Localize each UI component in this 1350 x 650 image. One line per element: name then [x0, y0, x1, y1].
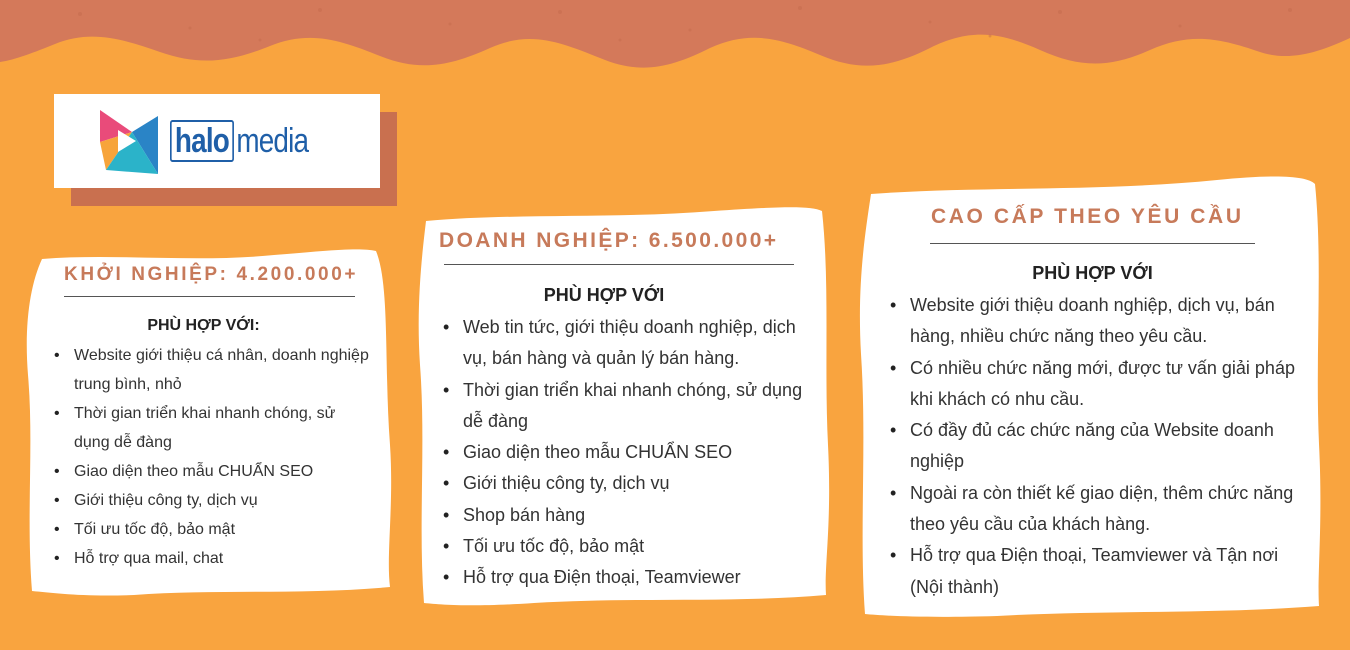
- feature-item: • Thời gian triển khai nhanh chóng, sử dụng dễ đàng: [74, 399, 374, 457]
- divider: [64, 296, 355, 297]
- feature-item: • Thời gian triển khai nhanh chóng, sử dụng dễ đàng: [463, 375, 813, 438]
- plan-subtitle: PHÙ HỢP VỚI: [543, 285, 665, 305]
- feature-item: • Tối ưu tốc độ, bảo mật: [463, 531, 813, 562]
- feature-item: • Giao diện theo mẫu CHUẨN SEO: [463, 437, 813, 468]
- feature-item: • Giới thiệu công ty, dịch vụ: [463, 468, 813, 499]
- plan-card-startup: [24, 245, 394, 597]
- plan-title: CAO CẤP THEO YÊU CẦU: [931, 205, 1244, 228]
- feature-list: [463, 312, 813, 594]
- plan-title: DOANH NGHIỆP: 6.500.000+: [439, 229, 779, 252]
- feature-item: • Hỗ trợ qua Điện thoại, Teamviewer: [463, 562, 813, 593]
- feature-item: • Có nhiều chức năng mới, được tư vấn giải pháp khi khách có nhu cầu.: [910, 353, 1310, 416]
- feature-item: • Có đầy đủ các chức năng của Website doanh nghiệp: [910, 415, 1310, 478]
- feature-list: [910, 290, 1310, 603]
- feature-item: • Ngoài ra còn thiết kế giao diện, thêm chức năng theo yêu cầu của khách hàng.: [910, 478, 1310, 541]
- feature-item: • Hỗ trợ qua mail, chat: [74, 544, 374, 573]
- plan-card-business: [414, 205, 830, 607]
- feature-item: • Hỗ trợ qua Điện thoại, Teamviewer và Tận nơi (Nội thành): [910, 540, 1310, 603]
- feature-item: • Web tin tức, giới thiệu doanh nghiệp, dịch vụ, bán hàng và quản lý bán hàng.: [463, 312, 813, 375]
- plan-subtitle: PHÙ HỢP VỚI: [1032, 263, 1153, 283]
- play-triangle-icon: [96, 104, 162, 178]
- feature-item: • Website giới thiệu cá nhân, doanh nghiệp trung bình, nhỏ: [74, 341, 374, 399]
- logo-text-halo: halo: [170, 120, 234, 162]
- plan-card-premium: [857, 174, 1322, 618]
- feature-item: • Website giới thiệu doanh nghiệp, dịch vụ, bán hàng, nhiều chức năng theo yêu cầu.: [910, 290, 1310, 353]
- feature-list: [74, 341, 374, 573]
- logo-text-media: media: [236, 121, 308, 160]
- divider: [444, 264, 794, 265]
- logo-text: [170, 122, 308, 161]
- feature-item: • Shop bán hàng: [463, 500, 813, 531]
- feature-item: • Giới thiệu công ty, dịch vụ: [74, 486, 374, 515]
- divider: [930, 243, 1255, 244]
- logo[interactable]: [54, 94, 380, 188]
- feature-item: • Giao diện theo mẫu CHUẨN SEO: [74, 457, 374, 486]
- feature-item: • Tối ưu tốc độ, bảo mật: [74, 515, 374, 544]
- plan-title: KHỞI NGHIỆP: 4.200.000+: [64, 264, 359, 285]
- plan-subtitle: PHÙ HỢP VỚI:: [147, 317, 260, 334]
